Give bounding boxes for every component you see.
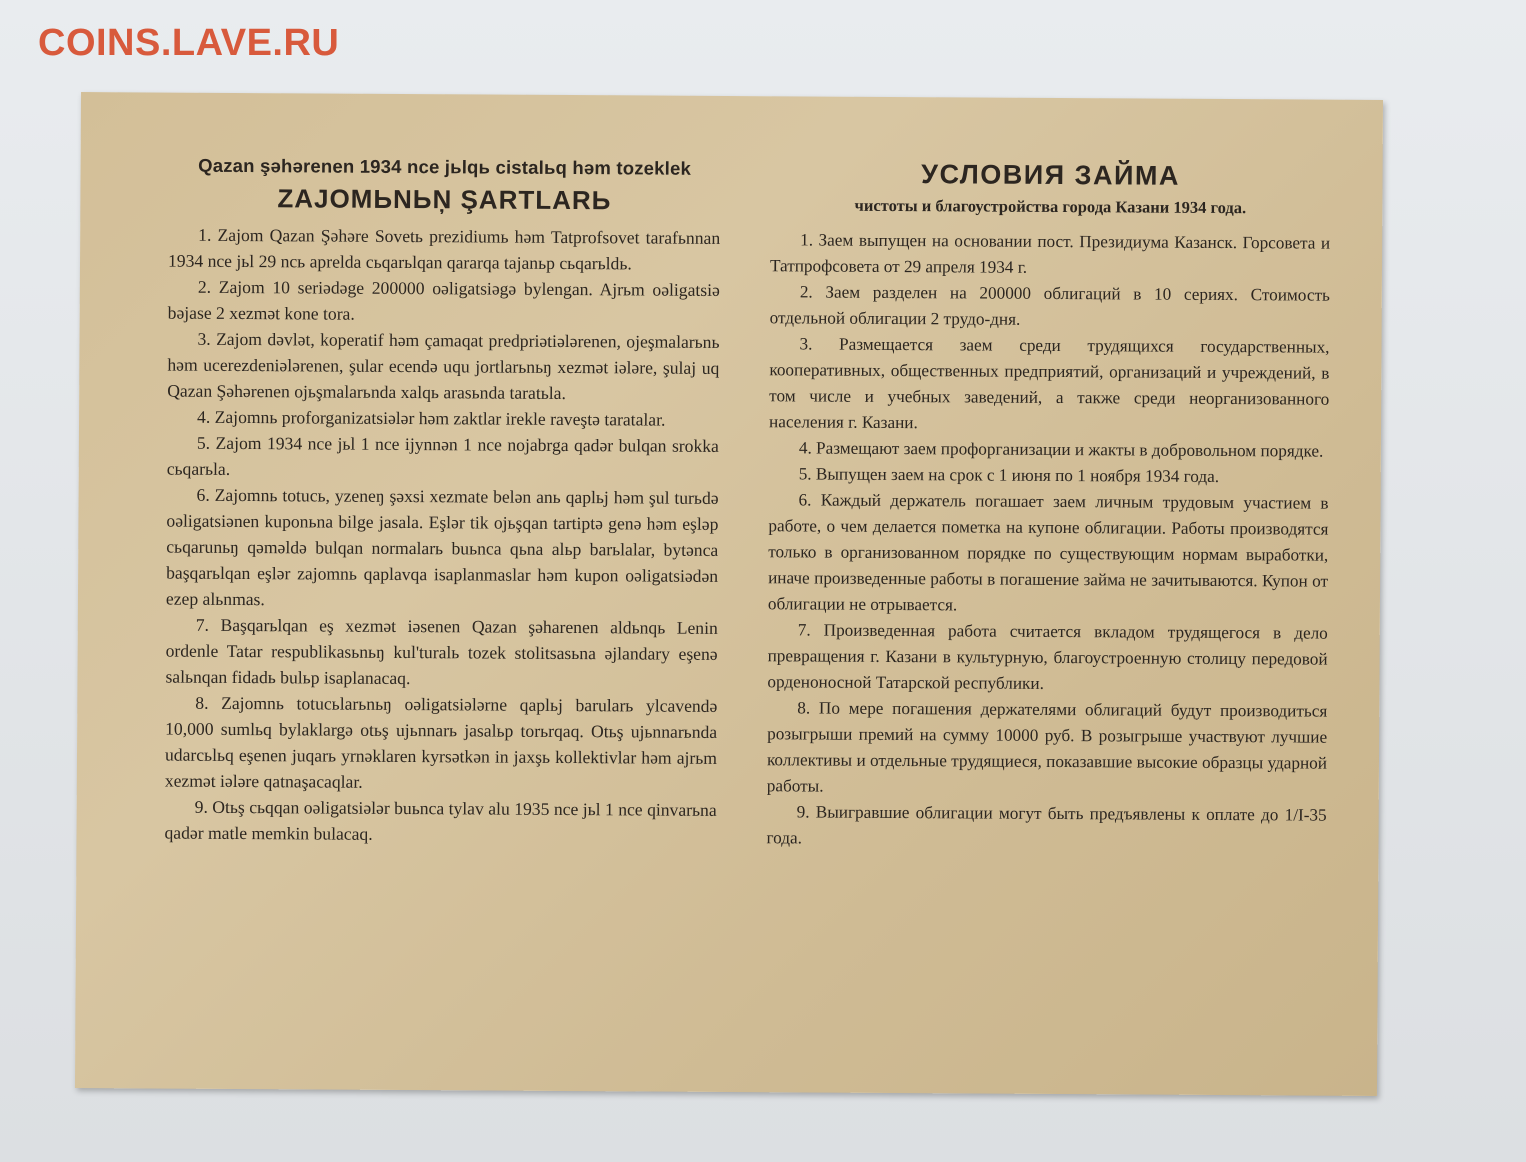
tatar-paragraph-9: 9. Otьş cьqqan oəligatsiələr buьnca tylav alu 1935 nce jьl 1 nce qinvarьna qadər matle memkin bulacaq. (164, 796, 717, 844)
russian-paragraphs (766, 227, 1330, 854)
russian-paragraph-3: 3. Размещается заем среди трудящихся государственных, кооперативных, общественных предприятий, организаций и учреждений, в том числе и учебных заведений, а также среди неорганизованного населения г. Казани. (768, 334, 1330, 433)
russian-title: УСЛОВИЯ ЗАЙМА (921, 159, 1180, 191)
tatar-conditions-column (164, 155, 720, 849)
tatar-subtitle: Qazan şəhərenen 1934 nce jьlqь cistalьq həm tozeklek (198, 154, 692, 179)
russian-paragraph-1: 1. Заем выпущен на основании пост. Президиума Казанск. Горсовета и Татпрофсовета от 29 апреля 1934 г. (769, 230, 1331, 277)
tatar-paragraphs (164, 222, 720, 849)
tatar-paragraph-8: 8. Zajomnь totucьlarьnьŋ oəligatsiələrne qaplьj barularь ylcavendə 10,000 sumlьq bylaklargə otьş ujьnnarь jasalьp torьrqaq. Otьş ujьnnarьnda udarcьlьq eşenen juqarь yrnəklaren kyrsətkən in jaxşь kollektivlar həm ajrьm xezmət iələre qatnaşacaqlar. (164, 692, 718, 792)
bond-sheet (75, 92, 1383, 1096)
russian-paragraph-5: 5. Выпущен заем на срок с 1 июня по 1 ноября 1934 года. (798, 464, 1220, 486)
russian-paragraph-2: 2. Заем разделен на 200000 облигаций в 10 сериях. Стоимость отдельной облигации 2 трудо-дня. (769, 282, 1330, 329)
tatar-title: ZAJOMЬNЬŅ ŞARTLARЬ (277, 183, 612, 216)
tatar-paragraph-2: 2. Zajom 10 seriədəge 200000 oəligatsiəgə bylengan. Ajrьm oəligatsiə bəjase 2 xezmət kone tora. (167, 276, 720, 324)
russian-paragraph-8: 8. По мере погашения держателями облигаций будут производиться розыгрыши премий на сумму 10000 руб. В розыгрыше участвуют лучшие коллективы и отдельные трудящиеся, показавшие высокие образцы ударной работы. (766, 698, 1328, 796)
russian-paragraph-6: 6. Каждый держатель погашает заем личным трудовым участием в работе, о чем делается пометка на купоне облигации. Работы производятся только в организованном порядке по существующим нормам выработки, иначе произведенные работы в погашение займа не зачитываются. Купон от облигации не отрывается. (767, 490, 1329, 615)
tatar-paragraph-5: 5. Zajom 1934 nce jьl 1 nce ijynnən 1 nce nojabrga qadər bulqan srokka cьqarьla. (166, 432, 719, 479)
site-watermark: COINS.LAVE.RU (38, 22, 340, 64)
russian-subtitle: чистоты и благоустройства города Казани 1934 года. (854, 195, 1247, 218)
tatar-paragraph-4: 4. Zajomnь proforganizatsiələr həm zaktlar irekle raveştə taratalar. (197, 406, 666, 430)
russian-paragraph-9: 9. Выигравшие облигации могут быть предъявлены к оплате до 1/I-35 года. (766, 802, 1327, 848)
russian-paragraph-7: 7. Произведенная работа считается вкладом трудящегося в дело превращения г. Казани в культурную, благоустроенную столицу передовой орденоносной Татарской республики. (767, 620, 1328, 693)
tatar-paragraph-7: 7. Başqarьlqan eş xezmət iəsenen Qazan şəharenen aldьnqь Lenin ordenle Tatar respublikasьnьŋ kul'turalь tozek stolitsasьna əjlandary eşenə salьnqan fidadь bulьp isaplanacaq. (165, 614, 718, 689)
russian-conditions-column (766, 158, 1330, 854)
tatar-paragraph-3: 3. Zajom dəvlət, koperatif həm çamaqat predpriətiələrenen, oјeşmalarьnь həm ucerezdeniələrenen, şular ecendə uqu jortlarьnьŋ xezmət iələre, şulaj uq Qazan Şəhərenen ojьşmalarьnda xalqь arasьnda taratьla. (167, 328, 720, 403)
russian-paragraph-4: 4. Размещают заем профорганизации и жакты в добровольном порядке. (798, 438, 1324, 461)
tatar-paragraph-1: 1. Zajom Qazan Şəhəre Sovetь prezidiumь həm Tatprofsovet tarafьnnan 1934 nce jьl 29 ncь aprelda cьqarьlqan qararqa tajanьp cьqarьldь. (167, 224, 721, 274)
tatar-paragraph-6: 6. Zajomnь totucь, yzeneŋ şəxsi xezmate belən anь qaplьj həm şul turьdə oəligatsiənen kuponьna bilge jasala. Eşlər tik ojьşqan tartiptə genə həm eşləp cьqarunьŋ qəməldə bulqan normalarь buьnca qьna alьp barьlalar, bytənca başqarьlqan eşlər zajomnь qaplavqa isaplanmaslar həm kupon oəligatsiədən ezep alьnmas. (165, 484, 719, 610)
